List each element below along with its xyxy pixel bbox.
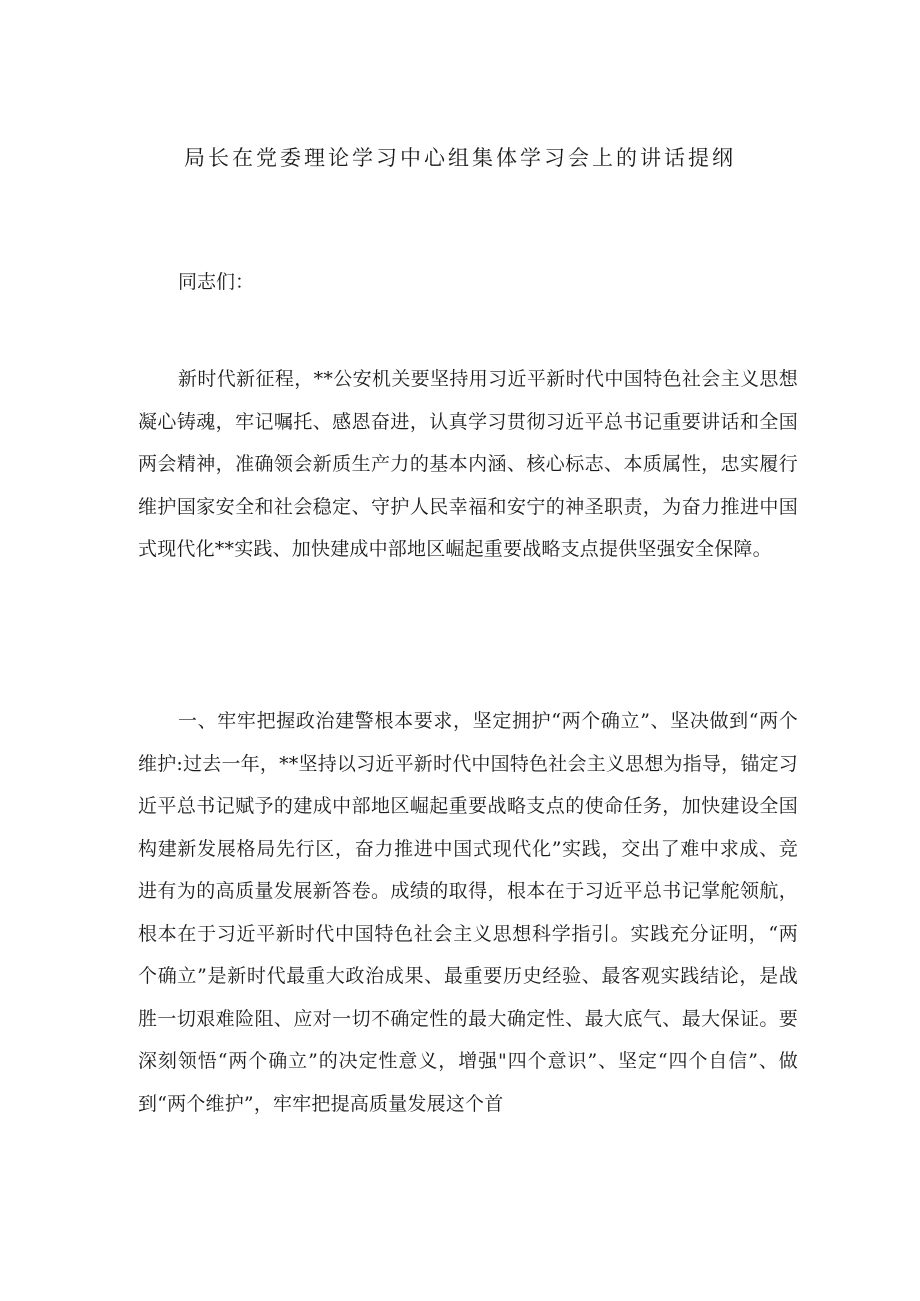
document-title: 局长在党委理论学习中心组集体学习会上的讲话提纲 xyxy=(184,146,736,170)
paragraph-1: 新时代新征程，**公安机关要坚持用习近平新时代中国特色社会主义思想凝心铸魂，牢记嘱托、感恩奋进，认真学习贯彻习近平总书记重要讲话和全国两会精神，准确领会新质生产力的基本内涵、核心标志、本质属性，忠实履行维护国家安全和社会稳定、守护人民幸福和安宁的神圣职责，为奋力推进中国式现代化**实践、加快建成中部地区崛起重要战略支点提供坚强安全保障。 xyxy=(138,368,798,560)
salutation: 同志们： xyxy=(178,271,255,293)
paragraph-2: 一、牢牢把握政治建警根本要求，坚定拥护“两个确立”、坚决做到“两个维护:过去一年，**坚持以习近平新时代中国特色社会主义思想为指导，锚定习近平总书记赋予的建成中部地区崛起重要战略支点的使命任务，加快建设全国构建新发展格局先行区，奋力推进中国式现代化”实践，交出了难中求成、竞进有为的高质量发展新答卷。成绩的取得，根本在于习近平总书记掌舵领航，根本在于习近平新时代中国特色社会主义思想科学指引。实践充分证明，“两个确立”是新时代最重大政治成果、最重要历史经验、最客观实践结论，是战胜一切艰难险阻、应对一切不确定性的最大确定性、最大底气、最大保证。要深刻领悟“两个确立”的决定性意义，增强"四个意识”、坚定“四个自信”、做到“两个维护”，牢牢把提高质量发展这个首 xyxy=(138,710,798,1115)
